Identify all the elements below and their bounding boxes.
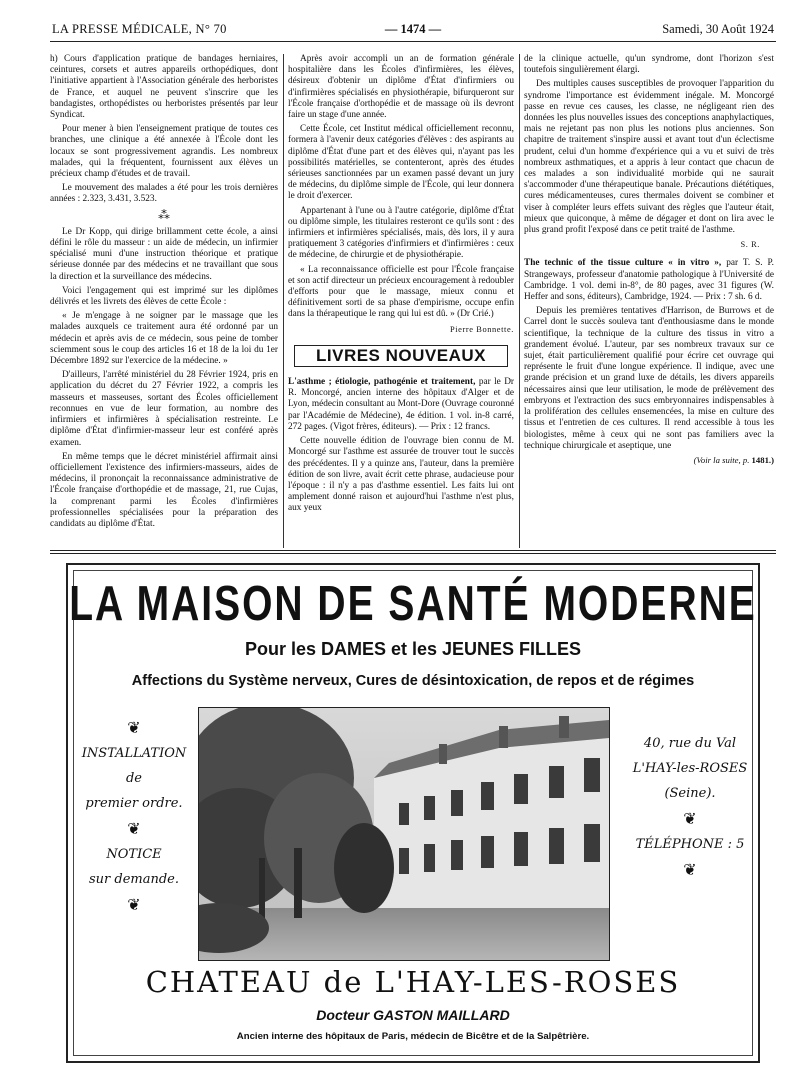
paragraph: Des multiples causes susceptibles de provoquer l'apparition du syndrome l'importance est évidemment inégale. M. Moncorgé passe en revue ces causes, les classe, ne négligeant rien des données les plus nouvelles issues des conceptions anaphylactiques, mais ne rejetant pas non plus les notions plus anciennes. Son chapitre de traitement s'inspire aussi et avant tout d'un éclectisme prudent, celui d'un homme d'expérience qui a vu et suivi de très nombreux asthmatiques, et a appris à leur contact que chacun de ces malades a son individualité morbide qui ne saurait s'accommoder d'une thérapeutique banale. Précautions diététiques, cures médicamenteuses, cures thermales doivent se combiner et viser à compléter leurs effets suivant des règles que l'auteur était, mieux que quiconque, à même de dégager et dont on lira avec le plus grand profit l'exposé dans ce petit traité de l'asthme.: [524, 79, 774, 236]
page-number: — 1474 —: [384, 22, 442, 36]
ad-doctor: Docteur GASTON MAILLARD: [316, 1007, 510, 1023]
header-rule: [50, 41, 776, 42]
ad-sur-demande: sur demande.: [88, 872, 179, 887]
paragraph: Le mouvement des malades a été pour les trois dernières années : 2.323, 3.431, 3.523.: [50, 183, 278, 205]
ad-left-panel: [74, 715, 194, 918]
paragraph: Cette École, cet Institut médical officiellement reconnu, formera à l'avenir deux catégories d'élèves : des aspirants au diplôme d'État d'une part et des élèves qui, n'ayant pas les possibilités matérielles, se contenteront, après des études sérieuses sanctionnées par un examen passé devant un jury de médecins, du diplôme simple de l'École, qui leur donnera le droit d'exercer.: [288, 124, 514, 202]
fleuron-icon: ❦: [127, 819, 141, 838]
paragraph: « La reconnaissance officielle est pour l'École française et son actif directeur un précieux encouragement à redoubler d'efforts pour que le massage, mieux connu et définitivement sorti de sa phase d'empirisme, occupe enfin dans la thérapeutique le rang qui lui est dû. » (Dr Crié.): [288, 264, 514, 320]
fleuron-icon: ❦: [127, 895, 141, 914]
paragraph: Après avoir accompli un an de formation générale hospitalière dans les Écoles d'infirmières, les élèves, désireux d'obtenir un diplôme d'État d'infirmiers ou d'infirmières spécialisés en physiothérapie, bifurqueront sur l'École française d'orthopédie et de massage où ils devront faire un stage d'une année.: [288, 54, 514, 121]
ad-subtitle: Pour les DAMES et les JEUNES FILLES: [244, 639, 582, 659]
fleuron-icon: ❦: [127, 718, 141, 737]
running-header: [52, 22, 774, 42]
ad-address-street: 40, rue du Val: [643, 736, 737, 751]
reviewer-initials: S. R.: [740, 240, 760, 250]
ad-de: de: [125, 771, 142, 786]
book-title: L'asthme ; étiologie, pathogénie et traitement,: [288, 377, 476, 388]
chateau-photograph: [198, 707, 610, 961]
issue-date: Samedi, 30 Août 1924: [662, 22, 774, 36]
book-title: The technic of the tissue culture « in vitro »,: [524, 258, 722, 269]
ad-address-dept: (Seine).: [664, 786, 716, 801]
ad-installation: INSTALLATION: [81, 746, 187, 761]
ad-title: LA MAISON DE SANTÉ MODERNE: [69, 577, 757, 632]
paragraph: En même temps que le décret ministériel affirmait ainsi officiellement l'existence des infirmiers-masseurs, aides de médecins, il prononçait la reconnaissance administrative de l'École française d'orthopédie et de massage, 21, rue Cujas, la comprenant parmi les Écoles d'infirmières professionnelles spécialisées pour la préparation des candidats au diplôme d'État.: [50, 451, 278, 529]
author-signature: Pierre Bonnette.: [449, 324, 514, 334]
ad-doctor-credentials: Ancien interne des hôpitaux de Paris, médecin de Bicêtre et de la Salpêtrière.: [236, 1031, 590, 1042]
journal-name: LA PRESSE MÉDICALE, N° 70: [52, 22, 227, 36]
fleuron-icon: ❦: [683, 860, 697, 879]
section-heading: LIVRES NOUVEAUX: [294, 345, 508, 367]
paragraph: Appartenant à l'une ou à l'autre catégorie, diplôme d'État ou diplôme simple, les titulaires resteront ce qu'ils sont : des infirmiers et infirmières spécialisés, mais, dès lors, il y aura pratiquement 3 catégories d'infirmiers et d'infirmières : ceux de médecine, de chirurgie et de physiothérapie.: [288, 205, 514, 261]
double-rule-bottom: [50, 553, 776, 554]
paragraph: D'ailleurs, l'arrêté ministériel du 28 Février 1924, pris en application du décret du 27 Février 1922, a compris les masseurs et masseuses, sortant des Écoles officiellement reconnues en vue de leur formation, au nombre des infirmiers et infirmières à spécialisation restreinte. Le diplôme d'État d'infirmier-masseur leur est conféré après examen.: [50, 370, 278, 448]
fleuron-icon: ❦: [683, 809, 697, 828]
book-review-entry: [288, 377, 514, 433]
column-rule: [519, 54, 520, 548]
section-asterism: ⁂: [158, 207, 170, 222]
advertisement: [66, 563, 760, 1063]
column-1: [50, 54, 278, 533]
book-details: par T. S. P. Strangeways, professeur d'anatomie pathologique à l'Université de Cambridge. 1 vol. demi in-8°, de 80 pages, avec 31 figures (W. Heffer and sons, éditeurs), Cambridge, 1924. — Prix : 7 sh. 6 d.: [524, 258, 774, 303]
column-rule: [283, 54, 284, 548]
column-2: [288, 54, 514, 518]
double-rule-top: [50, 550, 776, 551]
continuation-note: (Voir la suite, p. 1481.): [693, 454, 774, 465]
paragraph: Pour mener à bien l'enseignement pratique de toutes ces branches, une clinique a été annexée à l'École dont les locaux se sont progressivement agrandis. Les nombreux malades, qui la fréquentent, fournissent aux élèves un précieux champ d'études et de travail.: [50, 124, 278, 180]
ad-premier-ordre: premier ordre.: [85, 796, 183, 811]
paragraph: « Je m'engage à ne soigner par le massage que les malades auxquels ce traitement aura été ordonné par un médecin et après avis de ce médecin, sous peine de tomber sciemment sous le coup des articles 16 et 18 de la loi du 1er Décembre 1892 sur l'exercice de la médecine. »: [50, 311, 278, 367]
paragraph: de la clinique actuelle, qu'un syndrome, dont l'horizon s'est toutefois singulièrement élargi.: [524, 54, 774, 76]
paragraph: Depuis les premières tentatives d'Harrison, de Burrows et de Carrel dont le succès souleva tant d'enthousiasme dans le monde scientifique, la technique de la culture des tissus in vitro a grandement évolué. L'auteur, par ses nombreux travaux sur ce sujet, était particulièrement qualifié pour écrire cet ouvrage qui représente le fruit d'une longue expérience. Il indique, avec une grande précision et un grand luxe de détails, les divers appareils nécessaires ainsi que leur utilisation, le mode de prélèvement des embryons et l'extraction des sucs embryonnaires indispensables à la prolifération des cellules ensemencées, la mise en culture des tissus et l'entretien de ces cultures. Il rend accessible à tous les biologistes, même à ceux qui ne sont pas familiers avec la technique chirurgicale et aseptique, une: [524, 306, 774, 451]
paragraph: Cette nouvelle édition de l'ouvrage bien connu de M. Moncorgé sur l'asthme est assurée de trouver tout le succès des précédentes. Il y a quinze ans, l'auteur, dans la première édition de son livre, avait écrit cette phrase, audacieuse pour l'époque : il n'y a pas d'asthme essentiel. Les faits lui ont amplement donné raison et aujourd'hui l'asthme n'est plus, aux yeux: [288, 436, 514, 514]
ad-affections: Affections du Système nerveux, Cures de désintoxication, de repos et de régimes: [131, 673, 695, 689]
book-review-entry: [524, 258, 774, 303]
paragraph: Voici l'engagement qui est imprimé sur les diplômes délivrés et les livrets des élèves de cette École :: [50, 285, 278, 308]
ad-chateau-name: CHATEAU de L'HAY-LES-ROSES: [145, 965, 681, 999]
ad-notice: NOTICE: [106, 847, 162, 862]
paragraph: h) Cours d'application pratique de bandages herniaires, ceintures, corsets et autres appareils orthopédiques, dont l'initiative appartient à l'Association générale des herboristes de France, et auquel ne peuvent s'inscrire que les bandagistes, orthopédistes ou herboristes présentés par leur Syndicat.: [50, 54, 278, 121]
paragraph: Le Dr Kopp, qui dirige brillamment cette école, a ainsi défini le rôle du masseur : un aide de médecin, un infirmier spécialisé muni d'une instruction théorique et pratique sérieuse donnée par des médecins et ne travaillant que sous la direction et la surveillance des médecins.: [50, 226, 278, 282]
ad-right-panel: [626, 731, 754, 883]
book-details: par le Dr R. Moncorgé, ancien interne des hôpitaux d'Alger et de Lyon, médecin consultant au Mont-Dore (Ouvrage couronné par l'Académie de Médecine), 4e édition. 1 vol. in-8 carré, 272 pages. (Vigot frères, éditeurs). — Prix : 12 francs.: [288, 377, 514, 432]
continuation-page: 1481.): [751, 454, 774, 465]
chateau-illustration: [199, 708, 609, 960]
column-3: [524, 54, 774, 466]
ad-telephone: TÉLÉPHONE : 5: [635, 837, 745, 852]
ad-address-town: L'HAY-les-ROSES: [632, 761, 748, 776]
